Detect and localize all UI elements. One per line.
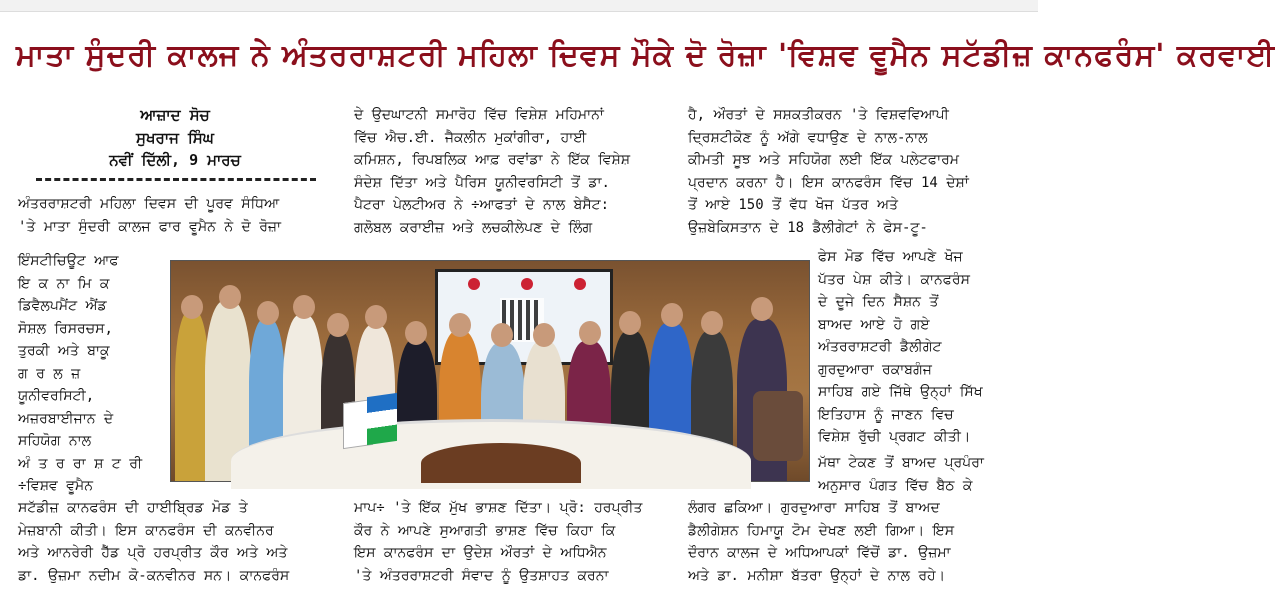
text-line: ਦ੍ਰਿਸ਼ਟੀਕੋਣ ਨੂੰ ਅੱਗੇ ਵਧਾਉਣ ਦੇ ਨਾਲ-ਨਾਲ: [688, 129, 928, 146]
head: [579, 321, 601, 345]
head: [219, 285, 241, 309]
flag-icon: [367, 393, 397, 445]
head: [293, 295, 315, 319]
head: [491, 323, 513, 347]
text-line: 'ਤੇ ਮਾਤਾ ਸੁੰਦਰੀ ਕਾਲਜ ਫਾਰ ਵੂਮੈਨ ਨੇ ਦੋ ਰੋਜ਼ਾ: [18, 218, 282, 235]
column-2-top: [354, 104, 680, 244]
byline-divider: [36, 178, 316, 181]
text-line: ਅਤੇ ਆਨਰੇਰੀ ਹੈੱਡ ਪ੍ਰੋ ਹਰਪ੍ਰੀਤ ਕੌਰ ਅਤੇ ਅਤੇ: [18, 545, 288, 561]
text-line: ਇ ਕ ਨਾ ਮਿ ਕ: [18, 275, 110, 292]
head: [751, 297, 773, 321]
group-photo: [170, 260, 810, 482]
text-line: ਅੰਤਰਰਾਸ਼ਟਰੀ ਮਹਿਲਾ ਦਿਵਸ ਦੀ ਪੂਰਵ ਸੰਧਿਆ: [18, 196, 280, 212]
head: [257, 301, 279, 325]
text-line: 'ਤੇ ਅੰਤਰਰਾਸ਼ਟਰੀ ਸੰਵਾਦ ਨੂੰ ਉਤਸ਼ਾਹਤ ਕਰਨਾ: [354, 567, 609, 584]
text-line: ਸਾਹਿਬ ਗਏ ਜਿੱਥੇ ਉਨ੍ਹਾਂ ਸਿੱਖ: [818, 384, 983, 400]
head: [619, 311, 641, 335]
text-line: ਅਜ਼ਰਬਾਈਜਾਨ ਦੇ: [18, 410, 114, 427]
text-line: ਗ ਰ ਲ ਜ਼: [18, 365, 81, 382]
text-line: ਪੱਤਰ ਪੇਸ਼ ਕੀਤੇ। ਕਾਨਫਰੰਸ: [818, 271, 970, 288]
head: [661, 303, 683, 327]
text-line: ਗਲੋਬਲ ਕਰਾਈਜ਼ ਅਤੇ ਲਚਕੀਲੇਪਣ ਦੇ ਲਿੰਗ: [354, 219, 593, 236]
head: [701, 311, 723, 335]
byline: [40, 104, 310, 172]
text-line: ਦੇ ਦੂਜੇ ਦਿਨ ਸੈਸ਼ਨ ਤੋਂ: [818, 294, 939, 310]
text-line: ਕੀਮਤੀ ਸੂਝ ਅਤੇ ਸਹਿਯੋਗ ਲਈ ਇੱਕ ਪਲੇਟਫਾਰਮ: [688, 152, 959, 168]
byline-reporter: ਸੁਖਰਾਜ ਸਿੰਘ: [136, 128, 214, 147]
text-line: ਡਾ. ਉਜ਼ਮਾ ਨਦੀਮ ਕੋ-ਕਨਵੀਨਰ ਸਨ। ਕਾਨਫਰੰਸ: [18, 567, 290, 584]
person: [175, 311, 209, 481]
text-line: ਤੋਂ ਆਏ 150 ਤੋਂ ਵੱਧ ਖੋਜ ਪੱਤਰ ਅਤੇ: [688, 197, 899, 213]
headline: ਮਾਤਾ ਸੁੰਦਰੀ ਕਾਲਜ ਨੇ ਅੰਤਰਰਾਸ਼ਟਰੀ ਮਹਿਲਾ ਦਿਵਸ ਮੌਕੇ ਦੋ ਰੋਜ਼ਾ 'ਵਿਸ਼ਵ ਵੂਮੈਨ ਸਟੱਡੀਜ਼ ਕਾਨਫਰੰਸ' ਕਰਵਾਈ: [16, 38, 1275, 73]
text-line: ਗੁਰਦੁਆਰਾ ਰਕਾਬਗੰਜ: [818, 361, 932, 378]
text-line: ਸੋਸ਼ਲ ਰਿਸਰਚਸ,: [18, 320, 113, 337]
text-line: ਡੈਲੀਗੇਸ਼ਨ ਹਿਮਾਯੂ ਟੋਮ ਦੇਖਣ ਲਈ ਗਿਆ। ਇਸ: [688, 522, 955, 539]
text-line: ਕਮਿਸ਼ਨ, ਰਿਪਬਲਿਕ ਆਫ਼ ਰਵਾਂਡਾ ਨੇ ਇੱਕ ਵਿਸ਼ੇਸ਼: [354, 152, 631, 168]
column-1-top: [18, 193, 348, 238]
text-line: ਮਾਪ÷ 'ਤੇ ਇੱਕ ਮੁੱਖ ਭਾਸ਼ਣ ਦਿੱਤਾ। ਪ੍ਰੋ: ਹਰਪ੍ਰੀਤ: [354, 500, 643, 516]
column-2-bottom: [354, 497, 680, 589]
text-line: ਫੇਸ ਮੋਡ ਵਿੱਚ ਆਪਣੇ ਖੋਜ: [818, 249, 963, 265]
head: [365, 305, 387, 329]
text-line: ਸੰਦੇਸ਼ ਦਿੱਤਾ ਅਤੇ ਪੈਰਿਸ ਯੂਨੀਵਰਸਿਟੀ ਤੋਂ ਡਾ.: [354, 174, 610, 191]
text-line: ਵਿਸ਼ੇਸ਼ ਰੁੱਚੀ ਪ੍ਰਗਟ ਕੀਤੀ।: [818, 429, 971, 445]
text-line: ਅਨੁਸਾਰ ਪੰਗਤ ਵਿੱਚ ਬੈਠ ਕੇ: [818, 477, 973, 494]
chair: [753, 391, 803, 461]
column-3-side: [818, 246, 1028, 451]
table-center: [421, 443, 581, 483]
text-line: ਬਾਅਦ ਆਏ ਹੋ ਗਏ: [818, 316, 930, 333]
text-line: ਇਸ ਕਾਨਫਰੰਸ ਦਾ ਉਦੇਸ਼ ਔਰਤਾਂ ਦੇ ਅਧਿਐਨ: [354, 545, 607, 561]
text-line: ਅੰ ਤ ਰ ਰਾ ਸ਼ ਟ ਰੀ: [18, 455, 143, 472]
text-line: ਉਜ਼ਬੇਕਿਸਤਾਨ ਦੇ 18 ਡੈਲੀਗੇਟਾਂ ਨੇ ਫੇਸ-ਟੂ-: [688, 219, 928, 236]
text-line: ਕੌਰ ਨੇ ਆਪਣੇ ਸੁਆਗਤੀ ਭਾਸ਼ਣ ਵਿੱਚ ਕਿਹਾ ਕਿ: [354, 522, 616, 539]
text-line: ਲੰਗਰ ਛਕਿਆ। ਗੁਰਦੁਆਰਾ ਸਾਹਿਬ ਤੋਂ ਬਾਅਦ: [688, 500, 940, 516]
byline-source: ਆਜ਼ਾਦ ਸੋਚ: [140, 106, 210, 124]
text-line: ਪ੍ਰਦਾਨ ਕਰਨਾ ਹੈ। ਇਸ ਕਾਨਫਰੰਸ ਵਿੱਚ 14 ਦੇਸ਼ਾਂ: [688, 174, 969, 191]
text-line: ਤੁਰਕੀ ਅਤੇ ਬਾਕੂ: [18, 343, 110, 359]
head: [181, 295, 203, 319]
text-line: ਯੂਨੀਵਰਸਿਟੀ,: [18, 388, 95, 404]
text-line: ÷ਵਿਸ਼ਵ ਵੂਮੈਨ: [18, 478, 93, 494]
column-3-top: [688, 104, 1024, 244]
head: [533, 323, 555, 347]
head: [327, 313, 349, 337]
text-line: ਸਟੱਡੀਜ਼ ਕਾਨਫਰੰਸ ਦੀ ਹਾਈਬ੍ਰਿਡ ਮੋਡ ਤੇ: [18, 500, 248, 516]
top-clipping-strip: [0, 0, 1038, 12]
text-line: ਅਤੇ ਡਾ. ਮਨੀਸ਼ਾ ਬੱਤਰਾ ਉਨ੍ਹਾਂ ਦੇ ਨਾਲ ਰਹੇ।: [688, 567, 946, 584]
head: [449, 313, 471, 337]
text-line: ਅੰਤਰਰਾਸ਼ਟਰੀ ਡੈਲੀਗੇਟ: [818, 339, 942, 355]
text-line: ਮੇਜ਼ਬਾਨੀ ਕੀਤੀ। ਇਸ ਕਾਨਫਰੰਸ ਦੀ ਕਨਵੀਨਰ: [18, 522, 274, 539]
text-line: ਇੰਸਟੀਚਿਊਟ ਆਫ: [18, 253, 119, 269]
text-line: ਪੈਟਰਾ ਪੇਲਟੀਅਰ ਨੇ ÷ਆਫਤਾਂ ਦੇ ਨਾਲ ਬੇਸੈਟ:: [354, 197, 610, 213]
text-line: ਇਤਿਹਾਸ ਨੂੰ ਜਾਣਨ ਵਿਚ: [818, 406, 954, 423]
text-line: ਸਹਿਯੋਗ ਨਾਲ: [18, 433, 92, 449]
text-line: ਦੌਰਾਨ ਕਾਲਜ ਦੇ ਅਧਿਆਪਕਾਂ ਵਿੱਚੋਂ ਡਾ. ਉਜ਼ਮਾ: [688, 545, 951, 561]
column-1-bottom: [18, 497, 348, 589]
text-line: ਵਿੱਚ ਐਚ.ਈ. ਜੈਕਲੀਨ ਮੁਕਾਂਗੀਰਾ, ਹਾਈ: [354, 129, 587, 146]
text-line: ਹੈ, ਔਰਤਾਂ ਦੇ ਸਸ਼ਕਤੀਕਰਨ 'ਤੇ ਵਿਸ਼ਵਵਿਆਪੀ: [688, 107, 949, 123]
text-line: ਦੇ ਉਦਘਾਟਨੀ ਸਮਾਰੋਹ ਵਿੱਚ ਵਿਸ਼ੇਸ਼ ਮਹਿਮਾਨਾਂ: [354, 107, 604, 123]
text-line: ਮੱਥਾ ਟੇਕਣ ਤੋਂ ਬਾਅਦ ਪ੍ਰਪੰਰਾ: [818, 455, 984, 471]
head: [405, 321, 427, 345]
screen-logos: [468, 278, 586, 292]
column-1-side: [18, 250, 168, 498]
byline-dateline: ਨਵੀਂ ਦਿੱਲੀ, 9 ਮਾਰਚ: [109, 151, 241, 169]
text-line: ਡਿਵੈਲਪਮੈਂਟ ਐਂਡ: [18, 298, 107, 314]
